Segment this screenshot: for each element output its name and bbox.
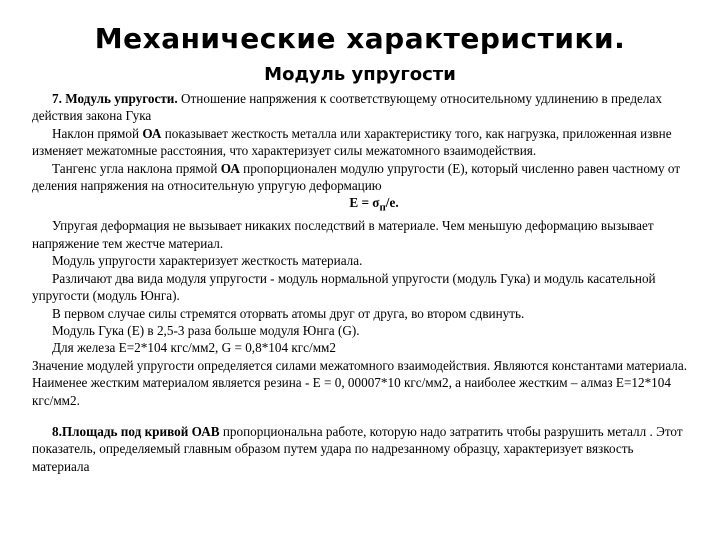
- formula-lhs: Е = σ: [349, 195, 380, 211]
- section-8-label: 8.Площадь под кривой ОАВ: [52, 423, 223, 439]
- paragraph-text: Наклон прямой: [52, 125, 143, 141]
- slide-subtitle: Модуль упругости: [264, 64, 456, 85]
- paragraph-two-moduli: Различают два вида модуля упругости - модуль нормальной упругости (модуль Гука) и модуль касательной упругости (модуль Юнга).: [32, 270, 656, 304]
- paragraph-text: пропорционален модулю упругости (Е), который численно равен частному от деления напряжения на относительную упругую деформацию: [32, 160, 681, 194]
- formula-subscript: п: [379, 202, 386, 215]
- paragraph-text: показывает жесткость металла или характеристику того, как нагрузка, приложенная извне изменяет межатомные расстояния, что характеризует силы межатомного взаимодействия.: [32, 125, 672, 159]
- slide-title: Механические характеристики.: [94, 22, 626, 55]
- paragraph-text: Тангенс угла наклона прямой: [52, 160, 221, 176]
- paragraph-iron-values: Для железа Е=2*104 кгс/мм2, G = 0,8*104 кгс/мм2: [52, 340, 336, 356]
- paragraph-elastic-modulus-definition: [32, 90, 692, 125]
- paragraph-elastic-deformation: Упругая деформация не вызывает никаких последствий в материале. Чем меньшую деформацию вызывает напряжение тем жестче материал.: [32, 218, 654, 251]
- section-7-label: 7. Модуль упругости.: [52, 91, 178, 106]
- paragraph-stiffness: Модуль упругости характеризует жесткость материала.: [52, 253, 363, 269]
- formula-rhs: /е.: [385, 195, 399, 211]
- paragraph-hooke-vs-young: Модуль Гука (Е) в 2,5-3 раза больше модуля Юнга (G).: [52, 322, 360, 338]
- paragraph-oab-area: [32, 423, 692, 475]
- paragraph-tangent: [32, 160, 692, 195]
- paragraph-modulus-values: Значение модулей упругости определяется силами межатомного взаимодействия. Являются константами материала. Наименее жестким материалом является резина - Е = 0, 00007*10 кгс/мм2, а наиболее жестким – алмаз Е=12*104 кгс/мм2.: [32, 357, 688, 408]
- paragraph-text: пропорциональна работе, которую надо затратить чтобы разрушить металл . Этот показатель, определяемый главным образом путем удара по надрезанному образцу, характеризует вязкость материала: [32, 423, 683, 474]
- paragraph-text: Отношение напряжения к соответствующему относительному удлинению в пределах действия закона Гука: [32, 91, 662, 124]
- slide-body: [32, 90, 692, 475]
- formula: [32, 194, 692, 217]
- paragraph-oa-slope: [32, 125, 692, 160]
- oa-label: ОА: [220, 160, 240, 176]
- spacer: [32, 409, 692, 423]
- paragraph-forces: В первом случае силы стремятся оторвать атомы друг от друга, во втором сдвинуть.: [52, 305, 525, 321]
- oa-label: ОА: [142, 125, 162, 141]
